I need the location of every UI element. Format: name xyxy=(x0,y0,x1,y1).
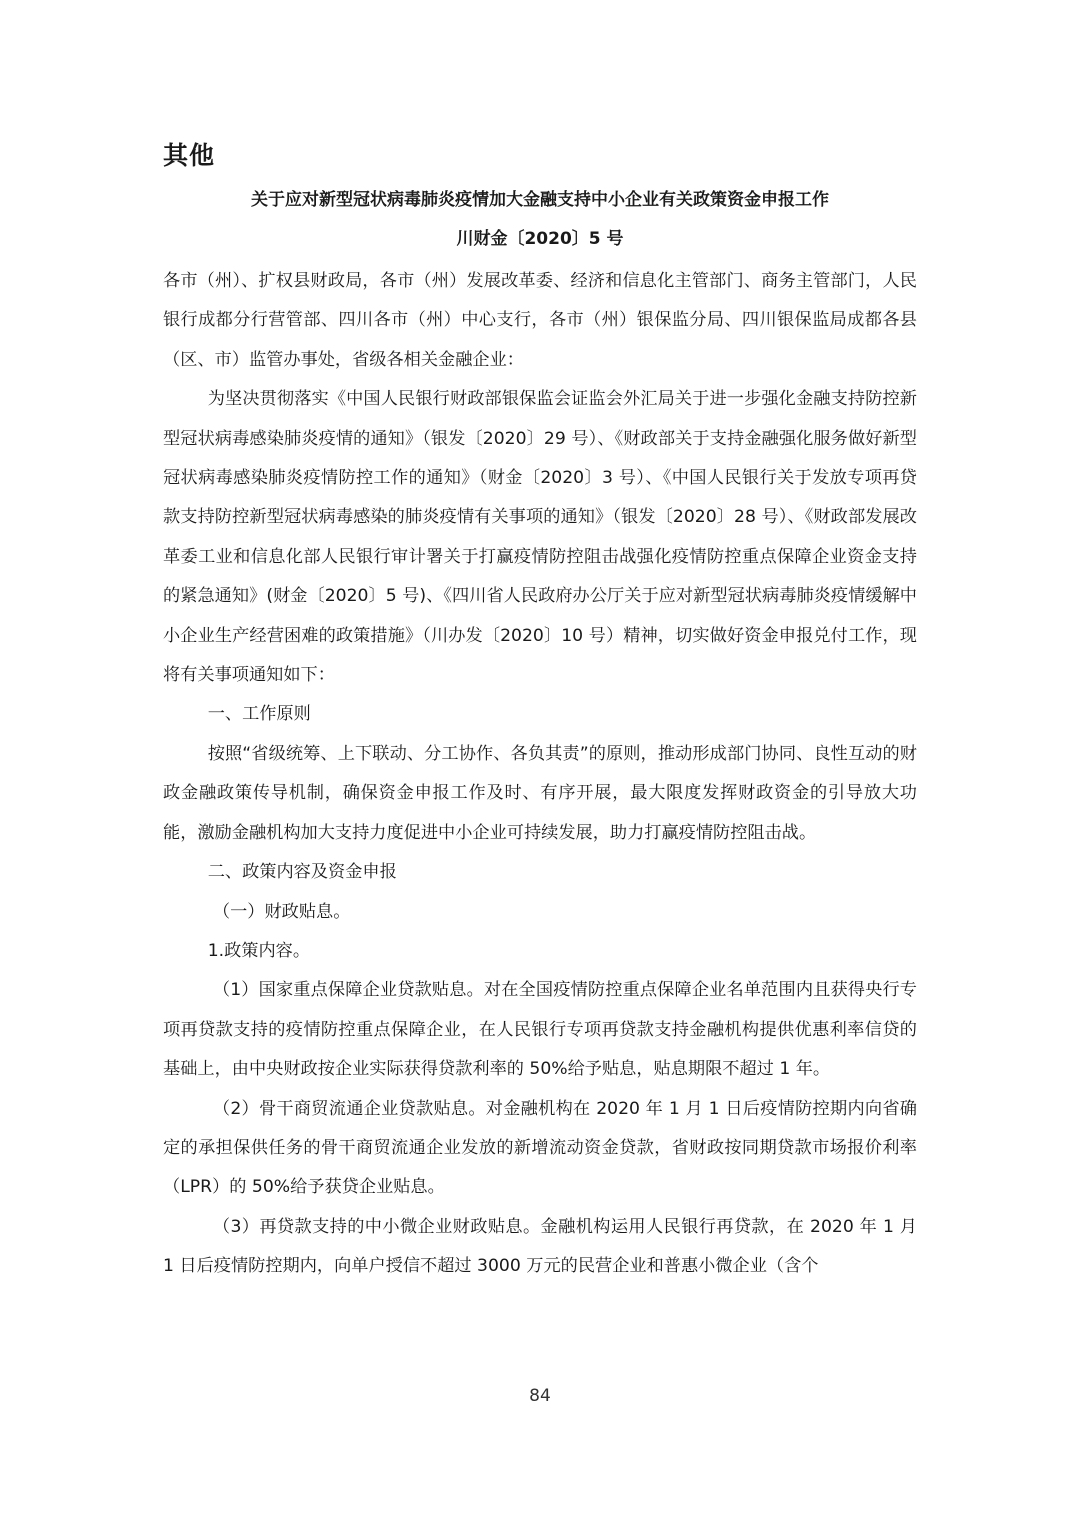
body-paragraph: （2）骨干商贸流通企业贷款贴息。对金融机构在 2020 年 1 月 1 日后疫情防控期内向省确定的承担保供任务的骨干商贸流通企业发放的新增流动资金贷款，省财政按同期贷款市场报价利率（LPR）的 50%给予获贷企业贴息。 xyxy=(163,1098,917,1198)
page-number: 84 xyxy=(529,1386,551,1406)
section-heading: 其他 xyxy=(163,141,216,170)
addressee-paragraph: 各市（州）、扩权县财政局，各市（州）发展改革委、经济和信息化主管部门、商务主管部门，人民银行成都分行营管部、四川各市（州）中心支行，各市（州）银保监分局、四川银保监局成都各县（区、市）监管办事处，省级各相关金融企业： xyxy=(163,271,917,370)
section-heading-policy: 二、政策内容及资金申报 xyxy=(207,862,397,883)
section-heading-principles: 一、工作原则 xyxy=(207,704,311,725)
document-title: 关于应对新型冠状病毒肺炎疫情加大金融支持中小企业有关政策资金申报工作 xyxy=(251,190,829,210)
body-paragraph: 为坚决贯彻落实《中国人民银行财政部银保监会证监会外汇局关于进一步强化金融支持防控新型冠状病毒感染肺炎疫情的通知》（银发〔2020〕29 号）、《财政部关于支持金融强化服务做好新型冠状病毒感染肺炎疫情防控工作的通知》（财金〔2020〕3 号）、《中国人民银行关于发放专项再贷款支持防控新型冠状病毒感染的肺炎疫情有关事项的通知》（银发〔2020〕28 号）、《财政部发展改革委工业和信息化部人民银行审计署关于打赢疫情防控阻击战强化疫情防控重点保障企业资金支持的紧急通知》(财金〔2020〕5 号)、《四川省人民政府办公厅关于应对新型冠状病毒肺炎疫情缓解中小企业生产经营困难的政策措施》（川办发〔2020〕10 号）精神，切实做好资金申报兑付工作，现将有关事项通知如下： xyxy=(163,389,917,686)
body-paragraph: （1）国家重点保障企业贷款贴息。对在全国疫情防控重点保障企业名单范围内且获得央行专项再贷款支持的疫情防控重点保障企业，在人民银行专项再贷款支持金融机构提供优惠利率信贷的基础上，由中央财政按企业实际获得贷款利率的 50%给予贴息，贴息期限不超过 1 年。 xyxy=(163,980,917,1080)
document-body xyxy=(163,262,917,1287)
subsection-heading: （一）财政贴息。 xyxy=(212,901,351,922)
item-heading: 1.政策内容。 xyxy=(207,940,311,961)
body-paragraph: 按照“省级统筹、上下联动、分工协作、各负其责”的原则，推动形成部门协同、良性互动的财政金融政策传导机制，确保资金申报工作及时、有序开展，最大限度发挥财政资金的引导放大功能，激励金融机构加大支持力度促进中小企业可持续发展，助力打赢疫情防控阻击战。 xyxy=(163,743,917,843)
document-number: 川财金〔2020〕5 号 xyxy=(456,229,624,249)
body-paragraph: （3）再贷款支持的中小微企业财政贴息。金融机构运用人民银行再贷款，在 2020 年 1 月 1 日后疫情防控期内，向单户授信不超过 3000 万元的民营企业和普惠小微企业（含个 xyxy=(163,1216,917,1277)
